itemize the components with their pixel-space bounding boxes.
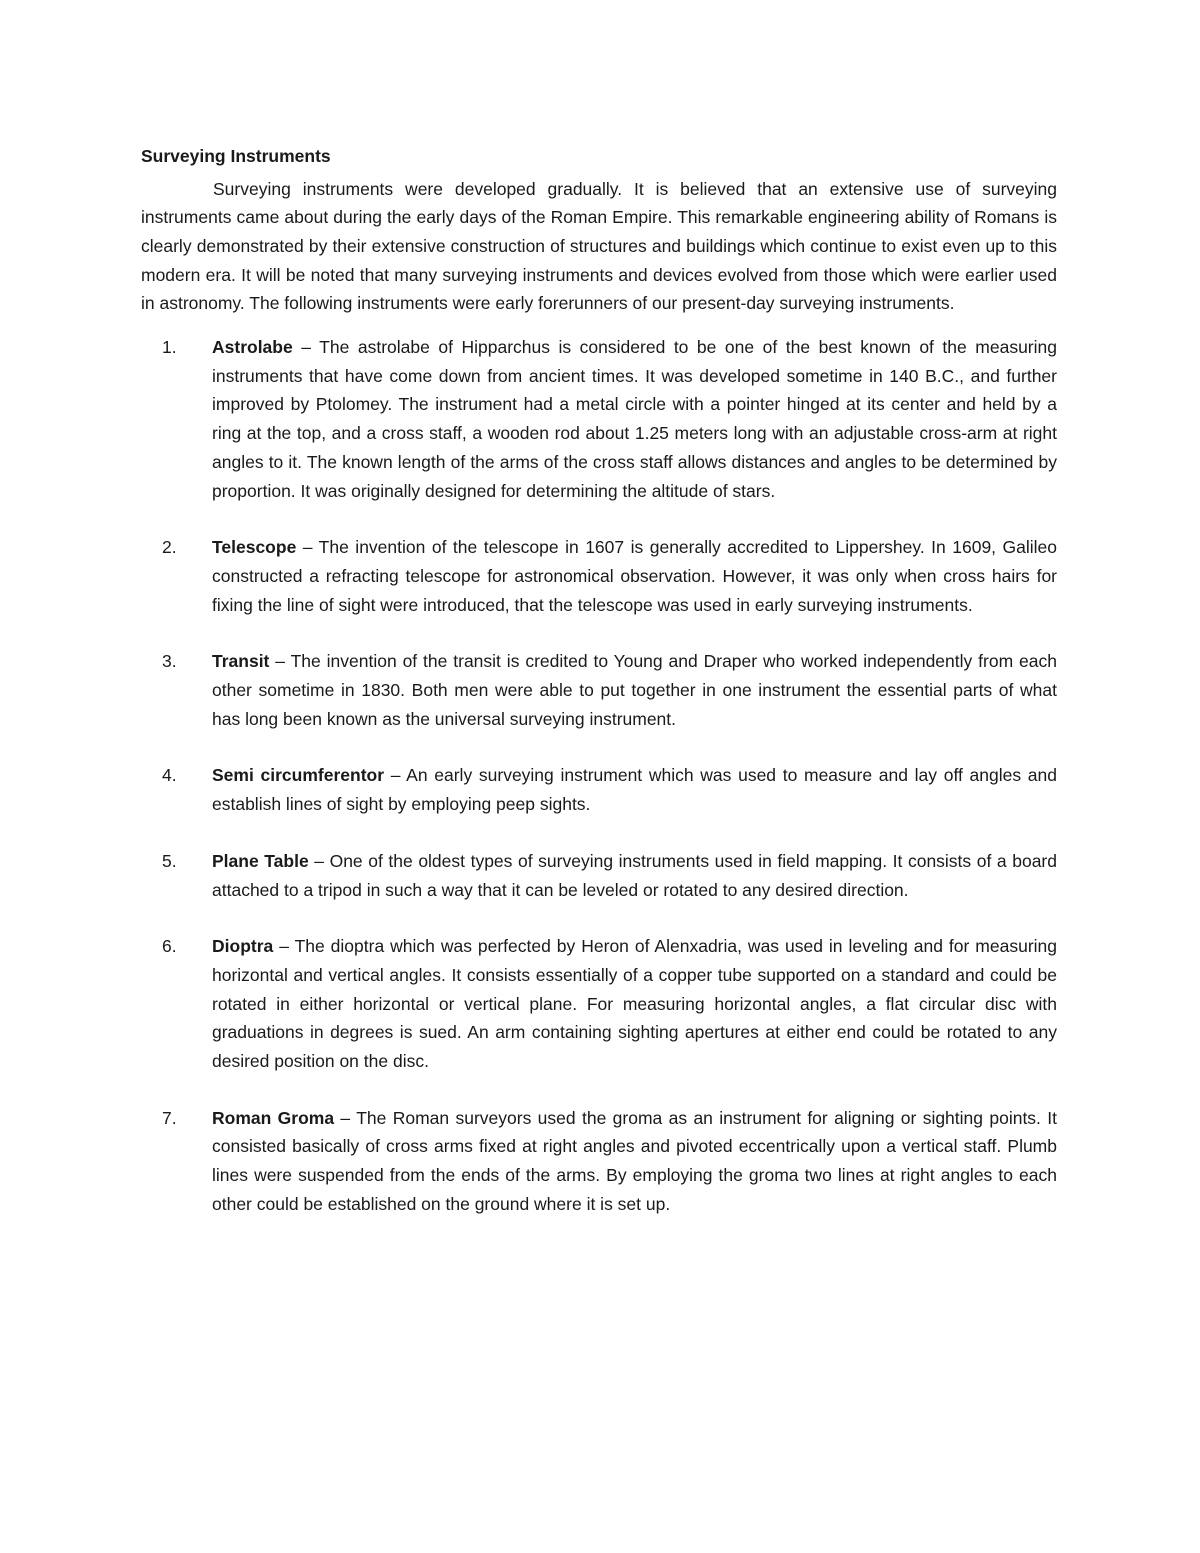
item-term: Telescope [212, 537, 297, 558]
item-description: – The invention of the transit is credited to Young and Draper who worked independently from each other sometime in 1830. Both men were able to put together in one instrument the essential parts of what has long been known as the universal surveying instrument. [212, 651, 1057, 729]
list-number: 4. [162, 765, 177, 786]
item-description: – The Roman surveyors used the groma as an instrument for aligning or sighting points. It consisted basically of cross arms fixed at right angles and pivoted eccentrically upon a vertical staff. Plumb lines were suspended from the ends of the arms. By employing the groma two lines at right angles to each other could be established on the ground where it is set up. [212, 1107, 1057, 1214]
list-item-telescope [141, 533, 1057, 619]
item-description: – An early surveying instrument which was used to measure and lay off angles and establish lines of sight by employing peep sights. [212, 765, 1057, 815]
item-term: Transit [212, 651, 270, 672]
list-number: 3. [162, 651, 177, 672]
list-item-dioptra [141, 932, 1057, 1076]
list-item-transit [141, 647, 1057, 733]
list-number: 2. [162, 537, 177, 558]
item-term: Roman Groma [212, 1107, 335, 1128]
document-body [141, 142, 1057, 1247]
list-number: 1. [162, 337, 177, 358]
item-description: – One of the oldest types of surveying instruments used in field mapping. It consists of a board attached to a tripod in such a way that it can be leveled or rotated to any desired direction. [212, 850, 1057, 900]
instrument-list [141, 333, 1057, 1219]
list-number: 5. [162, 850, 177, 871]
item-term: Dioptra [212, 936, 274, 957]
item-description: – The astrolabe of Hipparchus is considered to be one of the best known of the measuring instruments that have come down from ancient times. It was developed sometime in 140 B.C., and further improved by Ptolomey. The instrument had a metal circle with a pointer hinged at its center and held by a ring at the top, and a cross staff, a wooden rod about 1.25 meters long with an adjustable cross-arm at right angles to it. The known length of the arms of the cross staff allows distances and angles to be determined by proportion. It was originally designed for determining the altitude of stars. [212, 337, 1057, 501]
list-item-plane-table [141, 847, 1057, 904]
list-number: 7. [162, 1107, 177, 1128]
list-item-roman-groma [141, 1104, 1057, 1219]
list-number: 6. [162, 936, 177, 957]
intro-paragraph: Surveying instruments were developed gradually. It is believed that an extensive use of surveying instruments came about during the early days of the Roman Empire. This remarkable engineering ability of Romans is clearly demonstrated by their extensive construction of structures and buildings which continue to exist even up to this modern era. It will be noted that many surveying instruments and devices evolved from those which were earlier used in astronomy. The following instruments were early forerunners of our present-day surveying instruments. [141, 178, 1057, 314]
list-item-astrolabe [141, 333, 1057, 505]
item-description: – The invention of the telescope in 1607 is generally accredited to Lippershey. In 1609, Galileo constructed a refracting telescope for astronomical observation. However, it was only when cross hairs for fixing the line of sight were introduced, that the telescope was used in early surveying instruments. [212, 537, 1057, 615]
item-term: Astrolabe [212, 337, 293, 358]
item-term: Semi circumferentor [212, 765, 385, 786]
document-title: Surveying Instruments [141, 146, 331, 166]
item-term: Plane Table [212, 850, 309, 871]
item-description: – The dioptra which was perfected by Heron of Alenxadria, was used in leveling and for measuring horizontal and vertical angles. It consists essentially of a copper tube supported on a standard and could be rotated in either horizontal or vertical plane. For measuring horizontal angles, a flat circular disc with graduations in degrees is sued. An arm containing sighting apertures at either end could be rotated to any desired position on the disc. [212, 936, 1057, 1072]
list-item-semi-circumferentor [141, 761, 1057, 818]
